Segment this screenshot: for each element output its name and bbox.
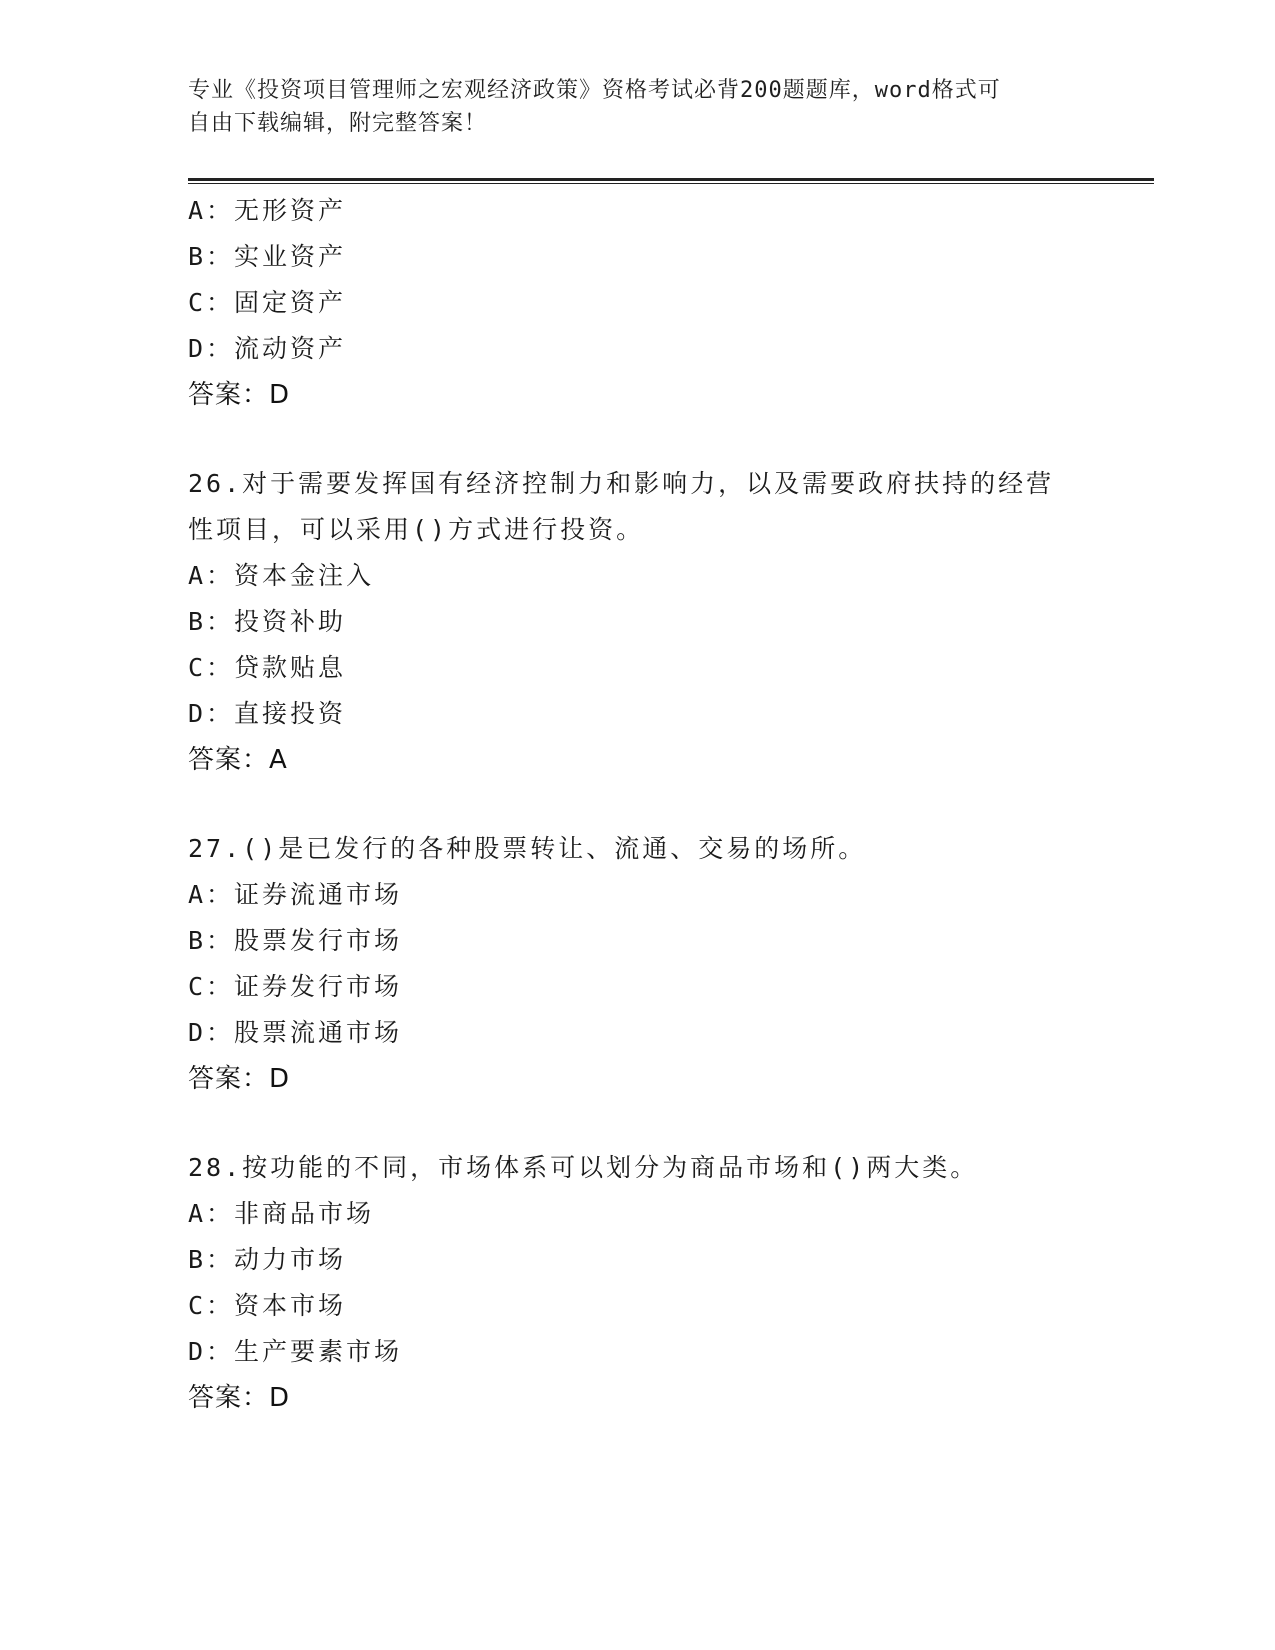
header-title-line-1: 专业《投资项目管理师之宏观经济政策》资格考试必背200题题库，word格式可 [188,78,1001,103]
option-d: D：生产要素市场 [188,1337,403,1366]
option-b: B：实业资产 [188,242,347,271]
option-b: B：股票发行市场 [188,926,403,955]
header-divider-thick [188,178,1154,181]
answer-label: 答案：D [188,1383,291,1413]
answer-label: 答案：D [188,1064,291,1094]
question-stem-line-2: 性项目，可以采用()方式进行投资。 [188,515,645,544]
question-spacer [188,418,1088,461]
question-list [188,188,1088,1421]
question-27 [188,826,1088,1102]
option-a: A：无形资产 [188,196,347,225]
question-28 [188,1145,1088,1421]
option-a: A：非商品市场 [188,1199,375,1228]
question-stem-line-1: 26.对于需要发挥国有经济控制力和影响力，以及需要政府扶持的经营 [188,469,1055,498]
header-divider-thin [188,183,1154,184]
option-c: C：固定资产 [188,288,347,317]
question-stem: 28.按功能的不同，市场体系可以划分为商品市场和()两大类。 [188,1153,979,1182]
option-d: D：股票流通市场 [188,1018,403,1047]
option-d: D：流动资产 [188,334,347,363]
answer-label: 答案：A [188,745,288,775]
answer-label: 答案：D [188,380,291,410]
option-c: C：贷款贴息 [188,653,347,682]
header-title-line-2: 自由下载编辑，附完整答案！ [188,111,488,136]
option-b: B：动力市场 [188,1245,347,1274]
option-a: A：证券流通市场 [188,880,403,909]
option-c: C：证券发行市场 [188,972,403,1001]
question-26 [188,461,1088,783]
question-spacer [188,783,1088,826]
document-header [188,74,1068,140]
question-stem: 27.()是已发行的各种股票转让、流通、交易的场所。 [188,834,867,863]
option-b: B：投资补助 [188,607,347,636]
option-a: A：资本金注入 [188,561,375,590]
question-25 [188,188,1088,418]
option-c: C：资本市场 [188,1291,347,1320]
option-d: D：直接投资 [188,699,347,728]
question-spacer [188,1102,1088,1145]
